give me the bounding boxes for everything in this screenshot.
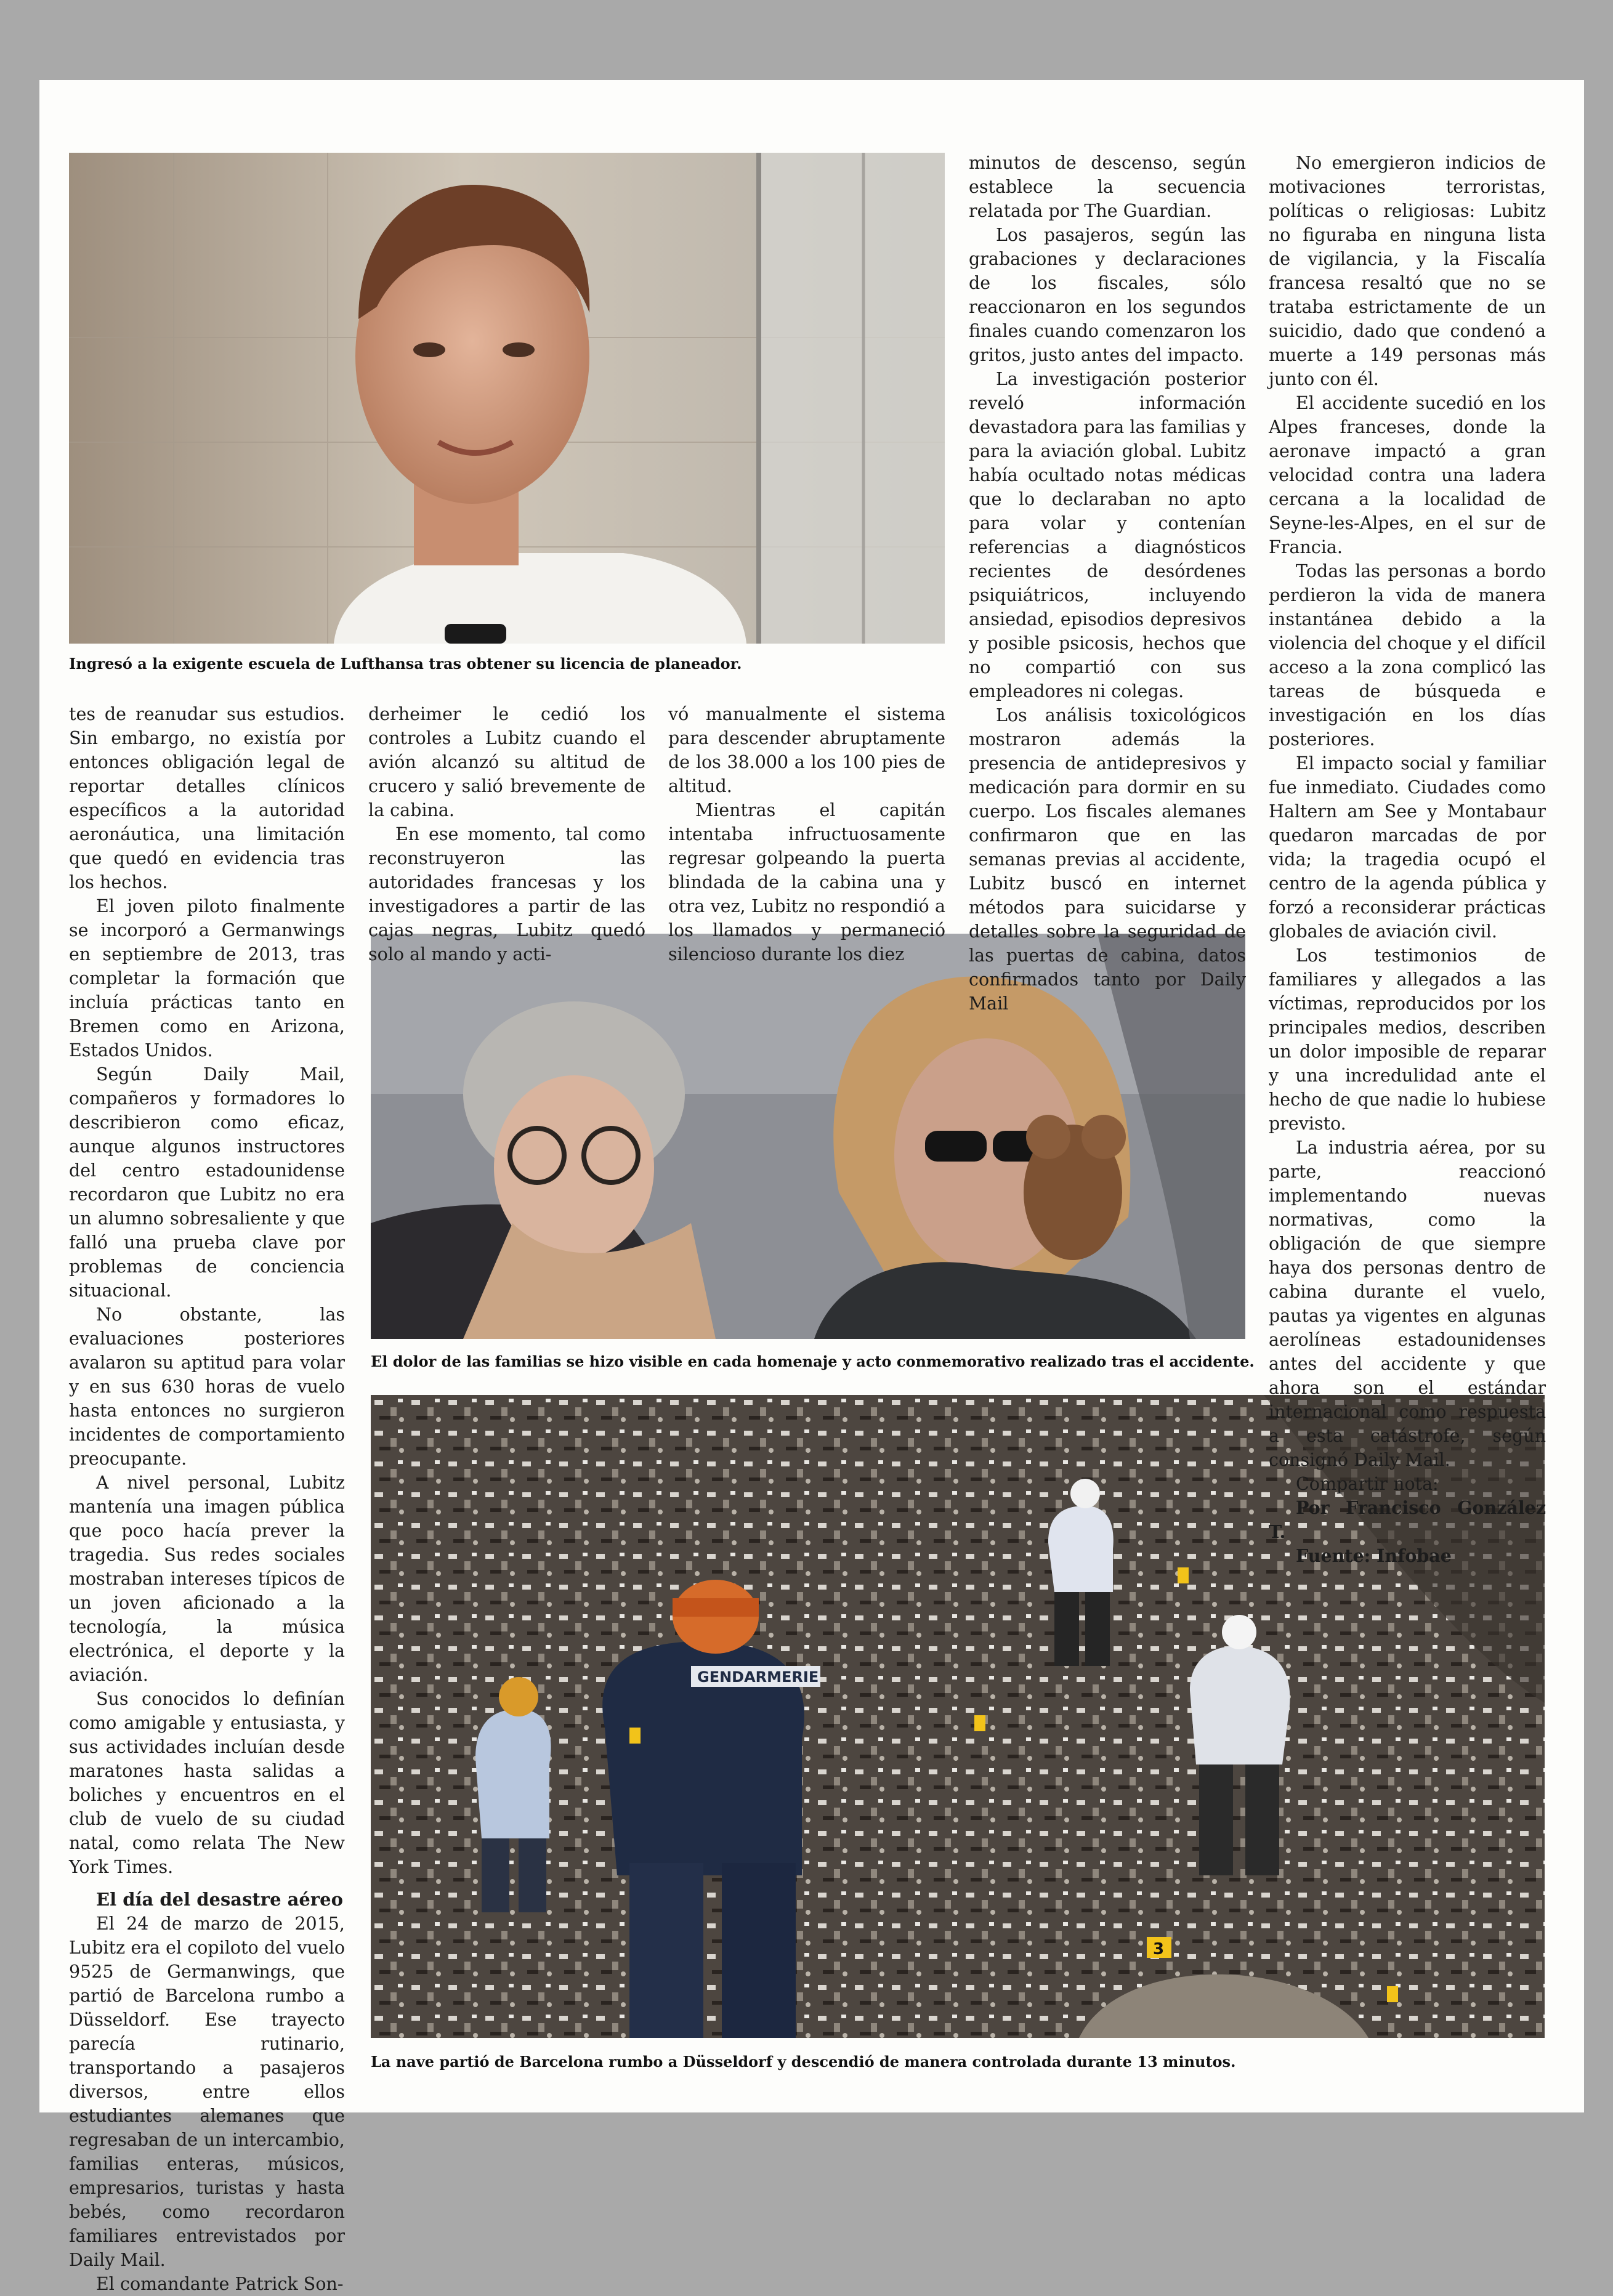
- source-credit: Fuente: Infobae: [1296, 1545, 1452, 1566]
- paragraph: La industria aérea, por su parte, reaccionó implementando nuevas normativas, como la obligación de que siempre haya dos personas dentro de cabina durante el vuelo, pautas ya vigentes en algunas aerolíneas estadounidenses antes del accidente y que ahora son el estándar internacional como respuesta a esta catástrofe, según consignó Daily Mail.: [1269, 1138, 1546, 1470]
- paragraph: Los análisis toxicológicos mostraron además la presencia de antidepresivos y medicación para dormir en su cuerpo. Los fiscales alemanes confirmaron que en las semanas previas al accidente, Lubitz buscó en internet métodos para suicidarse y detalles sobre la seguridad de las puertas de cabina, datos confirmados tanto por Daily Mail: [969, 705, 1246, 1014]
- families-caption: El dolor de las familias se hizo visible en cada homenaje y acto conmemorativo realizado tras el accidente.: [371, 1352, 1255, 1370]
- crash-caption: La nave partió de Barcelona rumbo a Düsseldorf y descendió de manera controlada durante 13 minutos.: [371, 2053, 1236, 2071]
- paragraph: Mientras el capitán intentaba infructuosamente regresar golpeando la puerta blindada de la cabina una y otra vez, Lubitz no respondió a los llamados y permaneció silencioso durante los diez: [668, 800, 945, 964]
- subheading: El día del desastre aéreo: [96, 1889, 343, 1910]
- paragraph: No emergieron indicios de motivaciones terroristas, políticas o religiosas: Lubitz no figuraba en ninguna lista de vigilancia, y la Fiscalía francesa resaltó que no se trataba estrictamente de un suicidio, dado que condenó a muerte a 149 personas más junto con él.: [1269, 153, 1546, 389]
- article-column-4: [969, 151, 1246, 1014]
- paragraph: Sus conocidos lo definían como amigable y entusiasta, y sus actividades incluían desde maratones hasta salidas a boliches y encuentros en el club de vuelo de su ciudad natal, como relata The New York Times.: [69, 1689, 345, 1877]
- paragraph: Todas las personas a bordo perdieron la vida de manera instantánea debido a la violencia del choque y el difícil acceso a la zona complicó las tareas de búsqueda e investigación en los días posteriores.: [1269, 561, 1546, 750]
- paragraph: La investigación posterior reveló información devastadora para las familias y para la aviación global. Lubitz había ocultado notas médicas que lo declaraban no apto para volar y contenían referencias a diagnósticos recientes de desórdenes psiquiátricos, incluyendo ansiedad, episodios depresivos y posible psicosis, hechos que no compartió con sus empleadores ni colegas.: [969, 369, 1246, 701]
- paragraph: El comandante Patrick Son-: [96, 2274, 344, 2294]
- paragraph: El joven piloto finalmente se incorporó a Germanwings en septiembre de 2013, tras completar la formación que incluía prácticas tanto en Bremen como en Arizona, Estados Unidos.: [69, 896, 345, 1061]
- portrait-illustration: [69, 153, 945, 644]
- author-byline: Por Francisco González T.: [1269, 1497, 1546, 1542]
- article-column-2: [368, 702, 645, 964]
- article-column-3: [668, 702, 945, 964]
- article-column-1: [69, 702, 345, 2294]
- paragraph: El impacto social y familiar fue inmediato. Ciudades como Haltern am See y Montabaur quedaron marcadas de por vida; la tragedia ocupó el centro de la agenda pública y forzó a reconsiderar prácticas globales de aviación civil.: [1269, 753, 1546, 942]
- paragraph: Según Daily Mail, compañeros y formadores lo describieron como eficaz, aunque algunos instructores del centro estadounidense recordaron que Lubitz no era un alumno sobresaliente y que falló una prueba clave por problemas de conciencia situacional.: [69, 1064, 345, 1301]
- paragraph: tes de reanudar sus estudios. Sin embargo, no existía por entonces obligación legal de reportar detalles clínicos específicos a la autoridad aeronáutica, una limitación que quedó en evidencia tras los hechos.: [69, 704, 345, 892]
- paragraph: El 24 de marzo de 2015, Lubitz era el copiloto del vuelo 9525 de Germanwings, que partió de Barcelona rumbo a Düsseldorf. Ese trayecto parecía rutinario, transportando a pasajeros diversos, entre ellos estudiantes alemanes que regresaban de un intercambio, familias enteras, músicos, empresarios, turistas y hasta bebés, como recordaron familiares entrevistados por Daily Mail.: [69, 1914, 345, 2270]
- portrait-caption: Ingresó a la exigente escuela de Lufthansa tras obtener su licencia de planeador.: [69, 655, 742, 673]
- paragraph: El accidente sucedió en los Alpes franceses, donde la aeronave impactó a gran velocidad contra una ladera cercana a la localidad de Seyne-les-Alpes, en el sur de Francia.: [1269, 393, 1546, 557]
- paragraph: minutos de descenso, según establece la secuencia relatada por The Guardian.: [969, 153, 1246, 221]
- paragraph: Los testimonios de familiares y allegados a las víctimas, reproducidos por los principales medios, describen un dolor imposible de reparar y una incredulidad ante el hecho de que nadie lo hubiese previsto.: [1269, 945, 1546, 1134]
- share-label[interactable]: Compartir nota:: [1296, 1474, 1439, 1494]
- paragraph: No obstante, las evaluaciones posteriores avalaron su aptitud para volar y en sus 630 horas de vuelo hasta entonces no surgieron incidentes de comportamiento preocupante.: [69, 1304, 345, 1469]
- paragraph: vó manualmente el sistema para descender abruptamente de los 38.000 a los 100 pies de altitud.: [668, 704, 945, 796]
- paragraph: En ese momento, tal como reconstruyeron las autoridades francesas y los investigadores a partir de las cajas negras, Lubitz quedó solo al mando y acti-: [368, 824, 645, 964]
- paragraph: A nivel personal, Lubitz mantenía una imagen pública que poco hacía prever la tragedia. Sus redes sociales mostraban intereses típicos de un joven aficionado a la tecnología, la música electrónica, el deporte y la aviación.: [69, 1473, 345, 1685]
- article-column-5: [1269, 151, 1546, 1566]
- paragraph: Los pasajeros, según las grabaciones y declaraciones de los fiscales, sólo reaccionaron en los segundos finales cuando comenzaron los gritos, justo antes del impacto.: [969, 225, 1246, 365]
- portrait-photo: [69, 153, 945, 644]
- vest-label: GENDARMERIE: [697, 1668, 819, 1686]
- evidence-marker-number: 3: [1153, 1940, 1165, 1958]
- paragraph: derheimer le cedió los controles a Lubitz cuando el avión alcanzó su altitud de crucero y salió brevemente de la cabina.: [368, 704, 645, 820]
